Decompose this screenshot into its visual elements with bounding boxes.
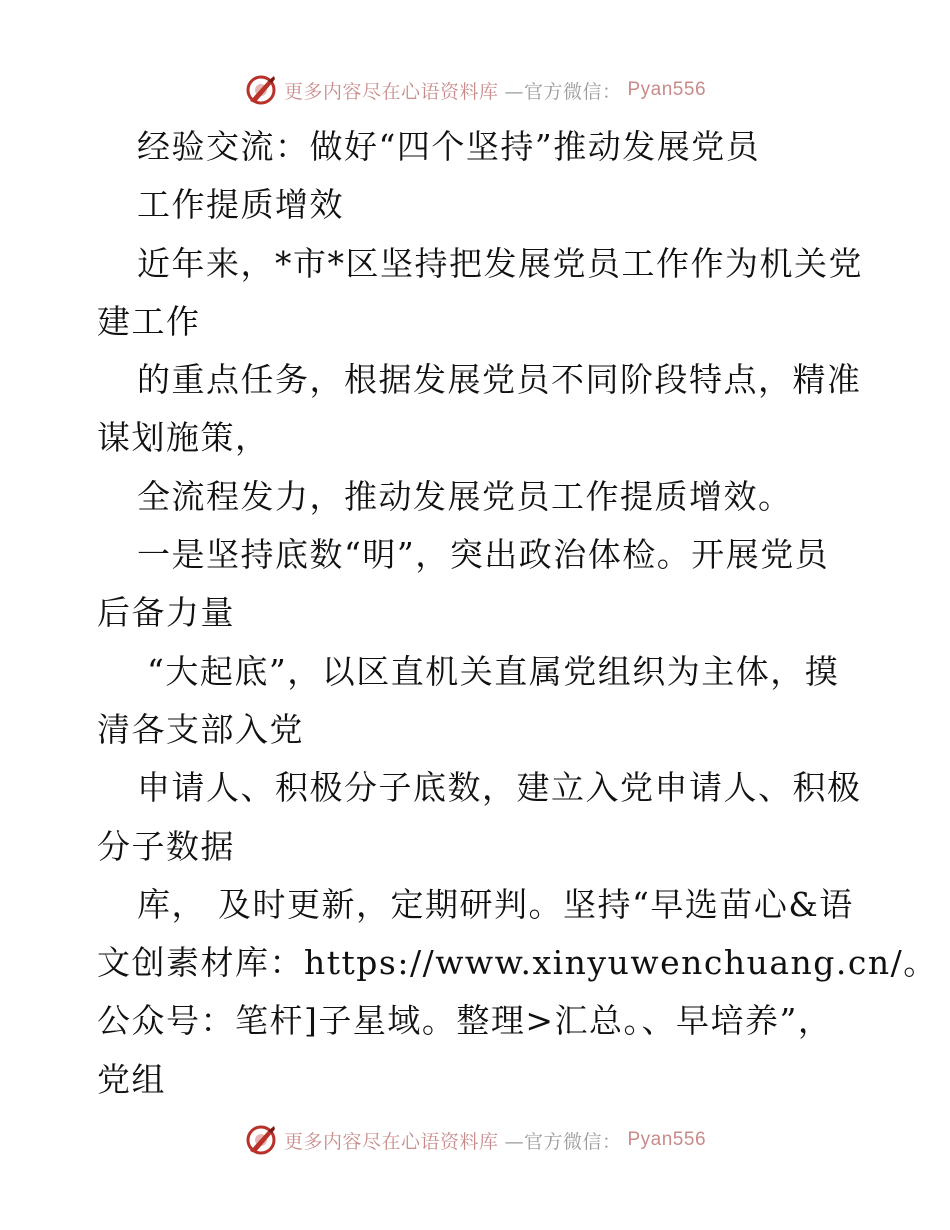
pen-logo-icon (244, 1123, 278, 1157)
text-line: 工作提质增效 (137, 185, 344, 225)
text-line: 申请人、积极分子底数，建立入党申请人、积极 (137, 768, 862, 808)
footer-watermark-official-label: —官方微信： (504, 1130, 622, 1153)
text-line: 清各支部入党 (97, 709, 304, 749)
text-line: 的重点任务，根据发展党员不同阶段特点，精准 (137, 360, 862, 400)
footer-watermark (244, 1123, 706, 1157)
text-line: 谋划施策， (97, 418, 270, 458)
text-line: 党组 (97, 1059, 166, 1099)
text-line: 全流程发力，推动发展党员工作提质增效。 (137, 476, 793, 516)
footer-watermark-wechat-id: Pyan556 (627, 1129, 707, 1150)
header-watermark-official-label: —官方微信： (504, 80, 622, 103)
footer-watermark-text: 更多内容尽在心语资料库 (283, 1130, 499, 1153)
text-line: “大起底”，以区直机关直属党组织为主体，摸 (147, 651, 840, 691)
header-watermark (244, 73, 706, 107)
text-line: 文创素材库：https://www.xinyuwenchuang.cn/。 (97, 943, 938, 983)
text-line: 一是坚持底数“明”，突出政治体检。开展党员 (137, 535, 830, 575)
header-watermark-banner (0, 70, 950, 110)
document-body (97, 118, 938, 1109)
text-line: 近年来，*市*区坚持把发展党员工作作为机关党 (137, 243, 863, 283)
footer-watermark-banner (0, 1120, 950, 1160)
text-line: 分子数据 (97, 826, 235, 866)
header-watermark-wechat-id: Pyan556 (627, 79, 707, 100)
text-line: 建工作 (97, 301, 201, 341)
header-watermark-text: 更多内容尽在心语资料库 (283, 80, 499, 103)
text-line: 公众号：笔杆]子星域。整理>汇总。、早培养”， (97, 1001, 833, 1041)
text-line: 后备力量 (97, 593, 235, 633)
text-line: 库， 及时更新，定期研判。坚持“早选苗心&语 (137, 884, 854, 924)
pen-logo-icon (244, 73, 278, 107)
text-line: 经验交流：做好“四个坚持”推动发展党员 (137, 127, 761, 166)
